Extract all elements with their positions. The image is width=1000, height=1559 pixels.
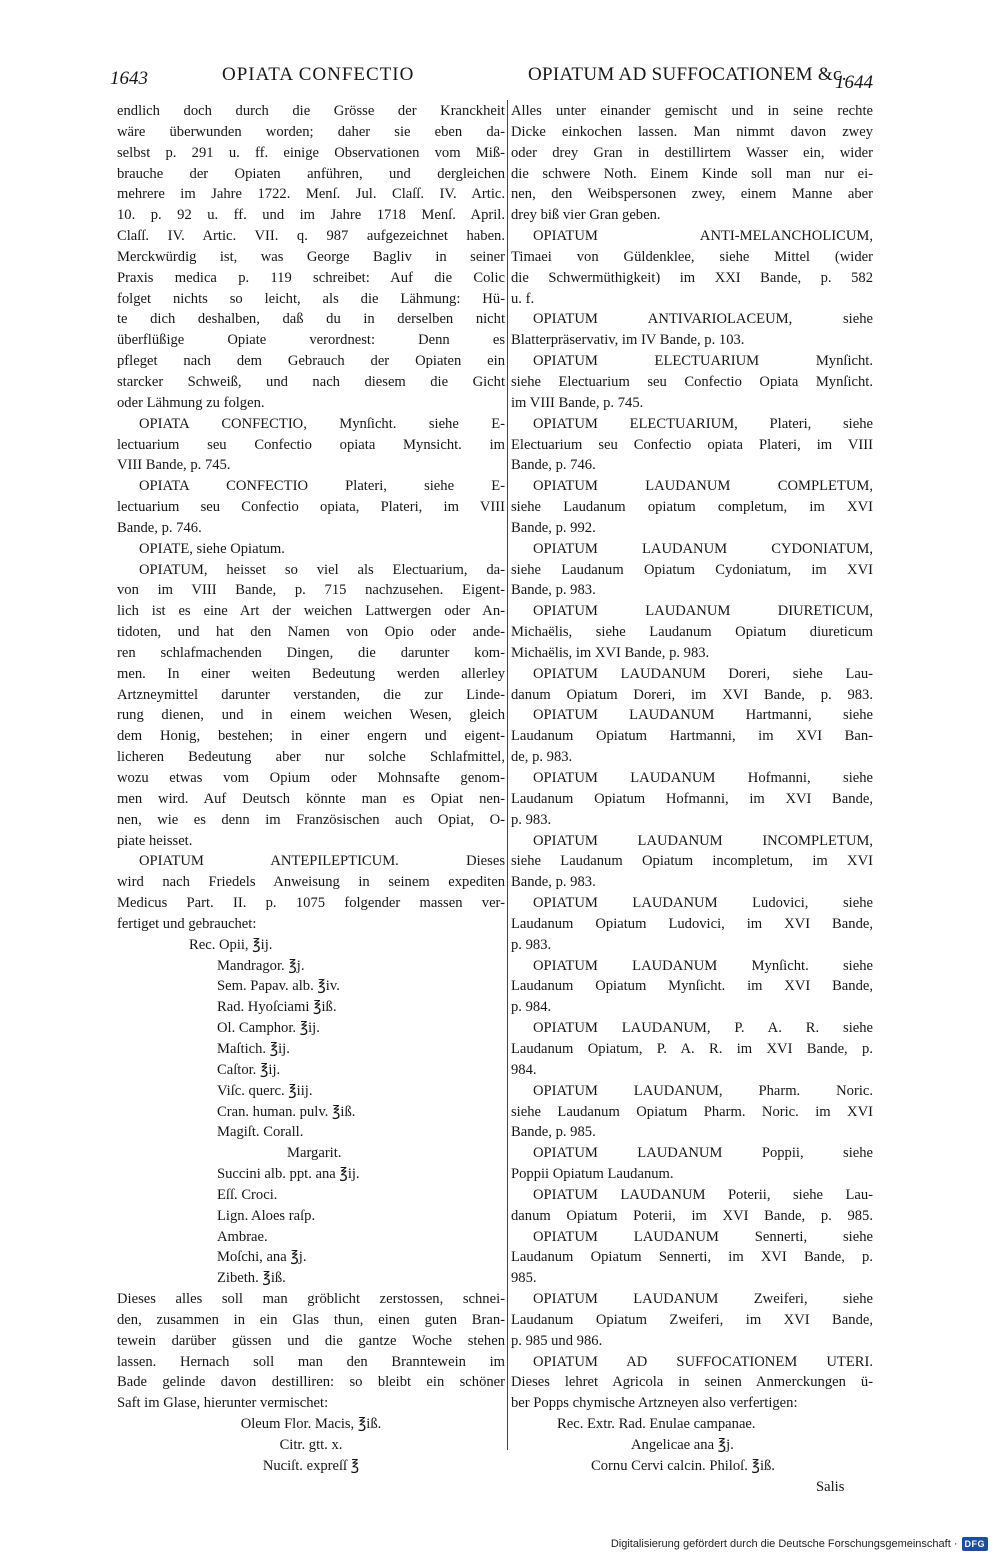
text-line: endlich doch durch die Grösse der Kranckheit <box>117 103 505 119</box>
text-line: Dieses lehret Agricola in seinen Anmerckungen ü- <box>511 1374 873 1391</box>
text-line: Alles unter einander gemischt und in seine rechte <box>511 103 873 119</box>
text-line: 10. p. 92 u. ff. und im Jahre 1718 Menſ. April. <box>117 207 505 224</box>
entry-heading-line: OPIATUM LAUDANUM Doreri, siehe Lau- <box>533 665 873 682</box>
text-line: von im VIII Bande, p. 715 nachzusehen. Eigent- <box>117 582 505 599</box>
text-line: Electuarium seu Confectio opiata Plateri, im VIII <box>511 436 873 453</box>
text-line: 984. <box>511 1061 537 1078</box>
entry-heading-line: OPIATUM LAUDANUM Hofmanni, siehe <box>533 770 873 786</box>
recipe-line: Margarit. <box>287 1145 342 1162</box>
text-line: die Schwermüthigkeit) im XXI Bande, p. 582 <box>511 269 873 286</box>
text-line: oder Lähmung zu folgen. <box>117 394 265 411</box>
column-divider <box>507 100 508 1450</box>
entry-heading-line: OPIATUM LAUDANUM Ludovici, siehe <box>533 895 873 912</box>
catchword: Salis <box>816 1478 845 1495</box>
text-line: licheren Bedeutung aber nur solche Schlafmittel, <box>117 749 505 766</box>
entry-heading-line: OPIATUM LAUDANUM Poppii, siehe <box>533 1145 873 1162</box>
entry-heading-line: OPIATUM LAUDANUM COMPLETUM, <box>533 478 873 495</box>
entry-heading-line: OPIATUM LAUDANUM Mynſicht. siehe <box>533 957 873 974</box>
text-line: drey biß vier Gran geben. <box>511 207 661 224</box>
entry-heading-line: OPIATUM LAUDANUM Hartmanni, siehe <box>533 707 873 724</box>
recipe-line: Rec. Extr. Rad. Enulae campanae. <box>557 1416 756 1433</box>
text-line: mehrere im Jahre 1722. Menſ. Jul. Claſſ. IV. Artic. <box>117 186 505 203</box>
entry-heading-line: OPIATA CONFECTIO, Mynſicht. siehe E- <box>139 415 505 432</box>
text-line: Bande, p. 746. <box>511 457 596 474</box>
digitization-credit <box>611 1537 988 1551</box>
entry-heading-line: OPIATUM LAUDANUM, P. A. R. siehe <box>533 1020 873 1037</box>
recipe-line: Sem. Papav. alb. ℥iv. <box>217 978 340 995</box>
recipe-line: Lign. Aloes raſp. <box>217 1207 316 1224</box>
recipe-line: Nuciſt. expreſſ ℥ <box>262 1457 360 1474</box>
text-line: dem Honig, bestehen; in einer engern und eigent- <box>117 728 505 745</box>
recipe-line: Oleum Flor. Macis, ℥iß. <box>240 1416 382 1433</box>
text-line: Bande, p. 983. <box>511 582 596 599</box>
recipe-line: Caſtor. ℥ij. <box>217 1061 281 1078</box>
entry-heading-line: OPIATUM ELECTUARIUM Mynſicht. <box>533 353 873 370</box>
recipe-line: Magiſt. Corall. <box>217 1124 304 1141</box>
page-number-right: 1644 <box>835 72 873 93</box>
text-line: siehe Laudanum Opiatum Cydoniatum, im XVI <box>511 561 873 578</box>
text-line: Laudanum Opiatum Zweiferi, im XVI Bande, <box>511 1311 873 1328</box>
text-line: den, zusammen in ein Glas thun, einen guten Bran- <box>117 1311 505 1328</box>
text-line: danum Opiatum Doreri, im XVI Bande, p. 983. <box>511 686 873 703</box>
text-line: selbst p. 291 u. ff. einige Observationen vom Miß- <box>117 144 505 161</box>
text-line: Merckwürdig ist, was George Bagliv in seiner <box>117 248 505 265</box>
entry-heading-line: OPIATA CONFECTIO Plateri, siehe E- <box>139 478 505 495</box>
text-line: men wird. Auf Deutsch könnte man es Opiat nen- <box>117 790 505 807</box>
recipe-line: Zibeth. ℥iß. <box>217 1270 286 1287</box>
page-number-left: 1643 <box>110 68 148 89</box>
text-line: u. f. <box>511 290 535 307</box>
text-line: folget nichts so leicht, als die Lähmung: Hü- <box>117 290 505 307</box>
recipe-line: Maſtich. ℥ij. <box>217 1040 290 1057</box>
right-column <box>511 101 873 1498</box>
text-line: die schwere Noth. Einem Kinde soll man nur ei- <box>511 165 873 182</box>
dfg-logo-icon: DFG <box>962 1537 989 1551</box>
text-line: VIII Bande, p. 745. <box>117 457 231 474</box>
text-line: Artzneymittel darunter verstanden, die zur Linde- <box>117 686 505 703</box>
text-line: Claſſ. IV. Artic. VII. q. 987 aufgezeichnet haben. <box>117 228 505 245</box>
recipe-line: Viſc. querc. ℥iij. <box>217 1082 313 1099</box>
text-line: rung dienen, und in einem weichen Wesen, gleich <box>117 707 505 724</box>
recipe-line: Mandragor. ℥j. <box>217 957 305 974</box>
recipe-line: Rec. Opii, ℥ij. <box>189 936 273 953</box>
text-line: 985. <box>511 1270 537 1287</box>
entry-heading-line: OPIATUM LAUDANUM Sennerti, siehe <box>533 1228 873 1245</box>
entry-heading-line: OPIATUM, heisset so viel als Electuarium, da- <box>139 561 505 578</box>
entry-heading-line: OPIATUM ANTI-MELANCHOLICUM, <box>533 228 873 245</box>
entry-heading-line: OPIATUM ANTIVARIOLACEUM, siehe <box>533 311 873 328</box>
recipe-line: Rad. Hyoſciami ℥iß. <box>217 999 337 1016</box>
text-line: p. 983. <box>511 811 552 828</box>
entry-heading-line: OPIATUM LAUDANUM CYDONIATUM, <box>533 540 873 557</box>
entry-heading-line: OPIATE, siehe Opiatum. <box>139 540 285 557</box>
text-line: wäre überwunden worden; daher sie eben da- <box>117 123 505 140</box>
entry-heading-line: OPIATUM ELECTUARIUM, Plateri, siehe <box>533 415 873 432</box>
recipe-line: Cornu Cervi calcin. Philoſ. ℥iß. <box>591 1457 775 1474</box>
text-line: Laudanum Opiatum Sennerti, im XVI Bande, p. <box>511 1249 873 1266</box>
text-line: siehe Electuarium seu Confectio Opiata Mynſicht. <box>511 373 873 390</box>
text-line: Michaëlis, im XVI Bande, p. 983. <box>511 644 710 661</box>
text-line: p. 985 und 986. <box>511 1332 603 1349</box>
text-line: siehe Laudanum opiatum completum, im XVI <box>511 499 873 516</box>
text-line: lich ist es eine Art der weichen Lattwergen oder An- <box>117 603 505 620</box>
text-line: Laudanum Opiatum Hartmanni, im XVI Ban- <box>511 728 873 745</box>
text-line: tewein darüber güssen und die gantze Woche stehen <box>117 1332 505 1349</box>
entry-heading-line: OPIATUM LAUDANUM Poterii, siehe Lau- <box>533 1186 873 1203</box>
text-line: te dich deshalben, daß du in derselben nicht <box>117 311 505 328</box>
entry-heading-line: OPIATUM LAUDANUM INCOMPLETUM, <box>533 832 873 849</box>
text-line: lassen. Hernach soll man den Branntewein im <box>117 1353 505 1370</box>
recipe-line: Angelicae ana ℥j. <box>631 1437 734 1453</box>
text-line: Dicke einkochen lassen. Man nimmt davon zwey <box>511 123 873 140</box>
text-line: nen, den Weibspersonen zwey, einem Manne aber <box>511 186 873 203</box>
text-line: Timaei von Güldenklee, siehe Mittel (wider <box>511 248 873 265</box>
text-line: ren schlafmachenden Dingen, die darunter kom- <box>117 644 505 661</box>
text-line: brauche der Opiaten anführen, und dergleichen <box>117 165 505 182</box>
running-title-left: OPIATA CONFECTIO <box>222 64 415 85</box>
text-line: pfleget nach dem Gebrauch der Opiaten ein <box>117 353 505 370</box>
text-line: Laudanum Opiatum, P. A. R. im XVI Bande, p. <box>511 1040 873 1057</box>
text-line: siehe Laudanum Opiatum incompletum, im XVI <box>511 853 873 870</box>
entry-heading-line: OPIATUM LAUDANUM, Pharm. Noric. <box>533 1082 873 1099</box>
text-line: p. 984. <box>511 999 552 1016</box>
text-line: Praxis medica p. 119 schreibet: Auf die Colic <box>117 269 505 286</box>
text-line: oder drey Gran in destillirtem Wasser ein, wider <box>511 144 873 161</box>
running-title-right: OPIATUM AD SUFFOCATIONEM &c. <box>528 64 847 85</box>
entry-heading-line: OPIATUM LAUDANUM DIURETICUM, <box>533 603 873 620</box>
text-line: überflüßige Opiate verordnest: Denn es <box>117 332 505 349</box>
text-line: Medicus Part. II. p. 1075 folgender massen ver- <box>117 895 505 912</box>
page-header <box>110 64 878 96</box>
text-line: Saft im Glase, hierunter vermischet: <box>117 1395 329 1412</box>
text-line: siehe Laudanum Opiatum Pharm. Noric. im XVI <box>511 1103 873 1120</box>
recipe-line: Cran. human. pulv. ℥iß. <box>217 1103 356 1120</box>
text-line: im VIII Bande, p. 745. <box>511 394 644 411</box>
entry-heading-line: OPIATUM ANTEPILEPTICUM. Dieses <box>139 853 505 870</box>
text-line: nen, wie es denn im Französischen auch Opiat, O- <box>117 811 505 828</box>
text-line: tidoten, und hat den Namen von Opio oder ande- <box>117 624 505 641</box>
text-line: fertiget und gebrauchet: <box>117 915 257 932</box>
recipe-line: Citr. gtt. x. <box>279 1437 343 1453</box>
text-line: Bade gelinde davon destilliren: so bleibt ein schöner <box>117 1374 505 1391</box>
text-line: Laudanum Opiatum Ludovici, im XVI Bande, <box>511 915 873 932</box>
text-line: Bande, p. 985. <box>511 1124 596 1141</box>
text-line: Bande, p. 983. <box>511 874 596 891</box>
recipe-line: Succini alb. ppt. ana ℥ij. <box>217 1166 360 1183</box>
entry-heading-line: OPIATUM AD SUFFOCATIONEM UTERI. <box>533 1353 873 1370</box>
text-line: Laudanum Opiatum Mynſicht. im XVI Bande, <box>511 978 873 995</box>
text-line: Dieses alles soll man gröblicht zerstossen, schnei- <box>117 1291 505 1308</box>
text-line: lectuarium seu Confectio opiata, Plateri, im VIII <box>117 499 505 516</box>
text-line: piate heisset. <box>117 832 193 849</box>
credit-text: Digitalisierung gefördert durch die Deutsche Forschungsgemeinschaft · <box>610 1538 958 1550</box>
entry-heading-line: OPIATUM LAUDANUM Zweiferi, siehe <box>533 1291 873 1308</box>
text-line: wird nach Friedels Anweisung in seinem expediten <box>117 874 505 891</box>
text-line: Blatterpräservativ, im IV Bande, p. 103. <box>511 332 745 349</box>
text-line: wozu etwas vom Opium oder Mohnsafte genom- <box>117 770 505 786</box>
text-line: danum Opiatum Poterii, im XVI Bande, p. 985. <box>511 1207 873 1224</box>
recipe-line: Moſchi, ana ℥j. <box>217 1249 307 1266</box>
text-line: men. In einer weiten Bedeutung werden allerley <box>117 665 505 682</box>
text-line: Bande, p. 746. <box>117 519 202 536</box>
text-line: p. 983. <box>511 936 552 953</box>
text-line: lectuarium seu Confectio opiata Mynsicht. im <box>117 436 505 453</box>
recipe-line: Ambrae. <box>217 1228 268 1245</box>
text-line: Laudanum Opiatum Hofmanni, im XVI Bande, <box>511 790 873 807</box>
left-column <box>117 101 505 1477</box>
text-line: Bande, p. 992. <box>511 519 596 536</box>
text-line: Poppii Opiatum Laudanum. <box>511 1166 674 1183</box>
recipe-line: Eſſ. Croci. <box>217 1186 278 1203</box>
text-line: de, p. 983. <box>511 749 573 766</box>
recipe-line: Ol. Camphor. ℥ij. <box>217 1020 320 1037</box>
text-line: starcker Schweiß, und nach diesem die Gicht <box>117 373 505 390</box>
text-line: Michaëlis, siehe Laudanum Opiatum diureticum <box>511 624 873 641</box>
text-line: ber Popps chymische Artzneyen also verfertigen: <box>511 1395 798 1412</box>
